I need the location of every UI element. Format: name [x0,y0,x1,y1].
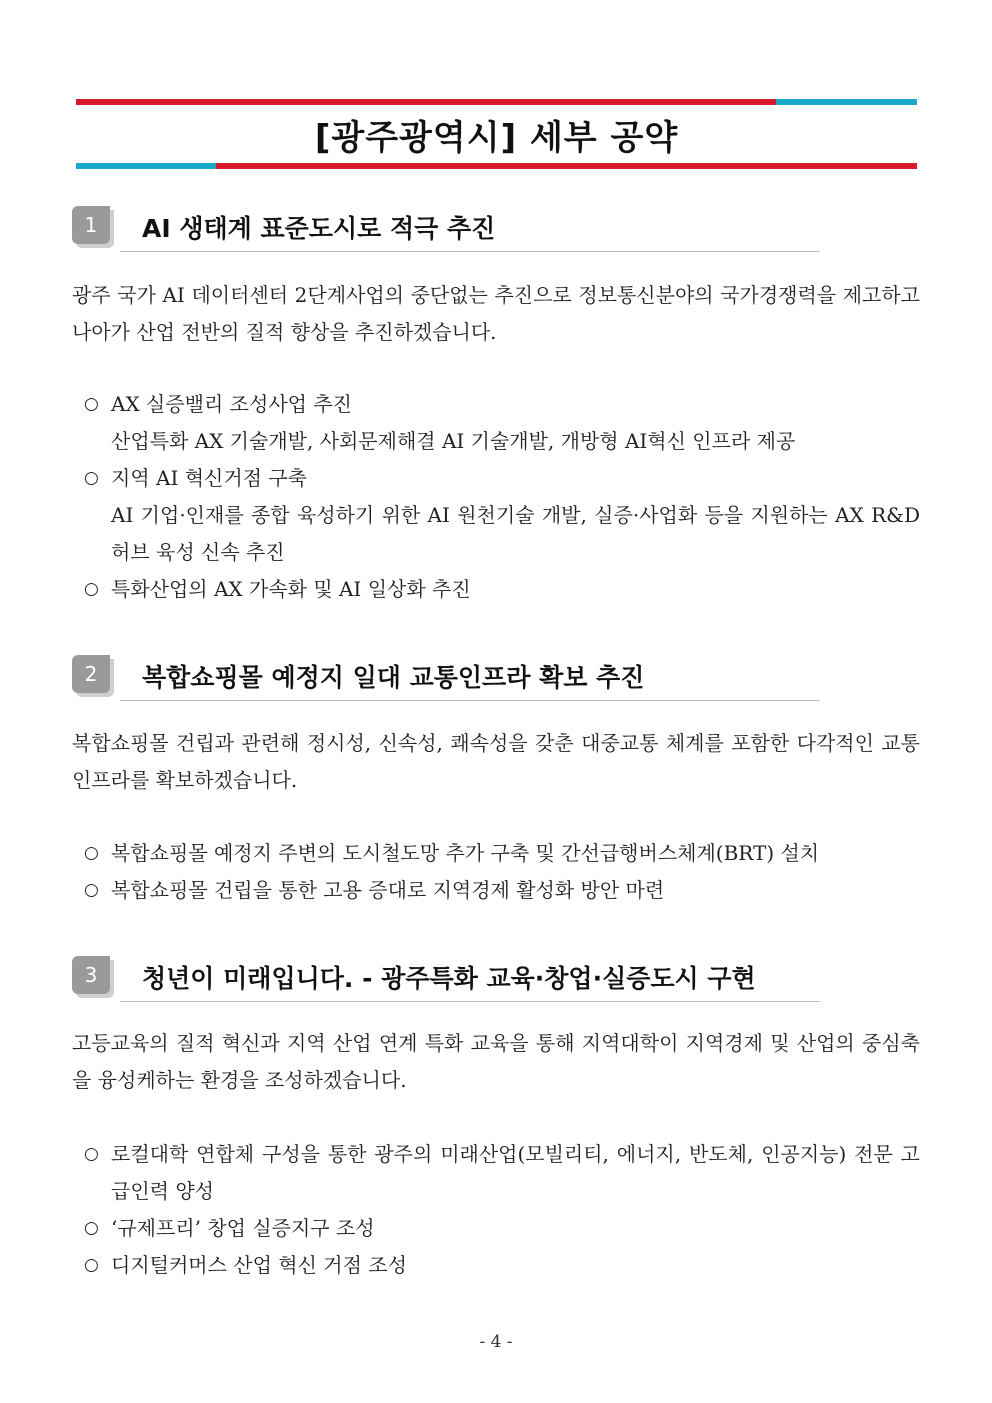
page-title: [광주광역시] 세부 공약 [314,118,679,158]
section-3-heading [72,956,820,1002]
bullet-text: 디지털커머스 산업 혁신 거점 조성 [111,1253,407,1277]
bullet-circle-icon: ○ [84,1218,99,1238]
section-1-divider [120,251,820,252]
list-item [84,571,920,608]
header-rule-red [76,99,776,105]
section-2-bullets [84,835,920,909]
header-rule-cyan [776,99,917,105]
list-item [84,1136,920,1210]
section-3-intro: 고등교육의 질적 혁신과 지역 산업 연계 특화 교육을 통해 지역대학이 지역경제 및 산업의 중심축을 융성케하는 환경을 조성하겠습니다. [72,1031,920,1092]
bullet-circle-icon: ○ [84,579,99,599]
section-1-bullets [84,386,920,608]
bullet-text: 로컬대학 연합체 구성을 통한 광주의 미래산업(모빌리티, 에너지, 반도체, 인공지능) 전문 고급인력 양성 [111,1142,920,1203]
list-item [84,835,920,872]
bullet-text: ‘규제프리’ 창업 실증지구 조성 [111,1216,375,1240]
section-2-number-badge: 2 [72,655,110,693]
section-1-title: AI 생태계 표준도시로 적극 추진 [142,214,496,243]
list-item [84,872,920,909]
section-3-bullets [84,1136,920,1284]
section-1-intro: 광주 국가 AI 데이터센터 2단계사업의 중단없는 추진으로 정보통신분야의 국가경쟁력을 제고하고 나아가 산업 전반의 질적 향상을 추진하겠습니다. [72,283,920,344]
bullet-text: 복합쇼핑몰 예정지 주변의 도시철도망 추가 구축 및 간선급행버스체계(BRT) 설치 [111,841,820,865]
section-2-title: 복합쇼핑몰 예정지 일대 교통인프라 확보 추진 [142,663,645,692]
section-3-title: 청년이 미래입니다. - 광주특화 교육·창업·실증도시 구현 [142,964,756,993]
section-2-intro: 복합쇼핑몰 건립과 관련해 정시성, 신속성, 쾌속성을 갖춘 대중교통 체계를 포함한 다각적인 교통인프라를 확보하겠습니다. [72,731,920,792]
bullet-detail: AI 기업·인재를 종합 육성하기 위한 AI 원천기술 개발, 실증·사업화 등을 지원하는 AX R&D 허브 육성 신속 추진 [111,503,920,564]
bullet-circle-icon: ○ [84,468,99,488]
list-item [84,460,920,497]
page-number: - 4 - [479,1332,513,1352]
title-underline-red [216,163,917,169]
bullet-detail: 산업특화 AX 기술개발, 사회문제해결 AI 기술개발, 개방형 AI혁신 인프라 제공 [111,429,796,453]
bullet-circle-icon: ○ [84,843,99,863]
title-underline-cyan [76,163,216,169]
bullet-circle-icon: ○ [84,1255,99,1275]
bullet-circle-icon: ○ [84,880,99,900]
section-1-number-badge: 1 [72,206,110,244]
section-2-divider [120,700,820,701]
bullet-circle-icon: ○ [84,1144,99,1164]
bullet-text: 지역 AI 혁신거점 구축 [111,466,307,490]
section-3-number-badge: 3 [72,956,110,994]
section-2-heading [72,655,820,701]
list-item [84,386,920,423]
section-3-divider [120,1001,820,1002]
bullet-text: 특화산업의 AX 가속화 및 AI 일상화 추진 [111,577,471,601]
bullet-text: 복합쇼핑몰 건립을 통한 고용 증대로 지역경제 활성화 방안 마련 [111,878,665,902]
bullet-text: AX 실증밸리 조성사업 추진 [111,392,352,416]
list-item [84,1210,920,1247]
section-1-heading [72,206,820,252]
bullet-circle-icon: ○ [84,394,99,414]
list-item [84,1247,920,1284]
